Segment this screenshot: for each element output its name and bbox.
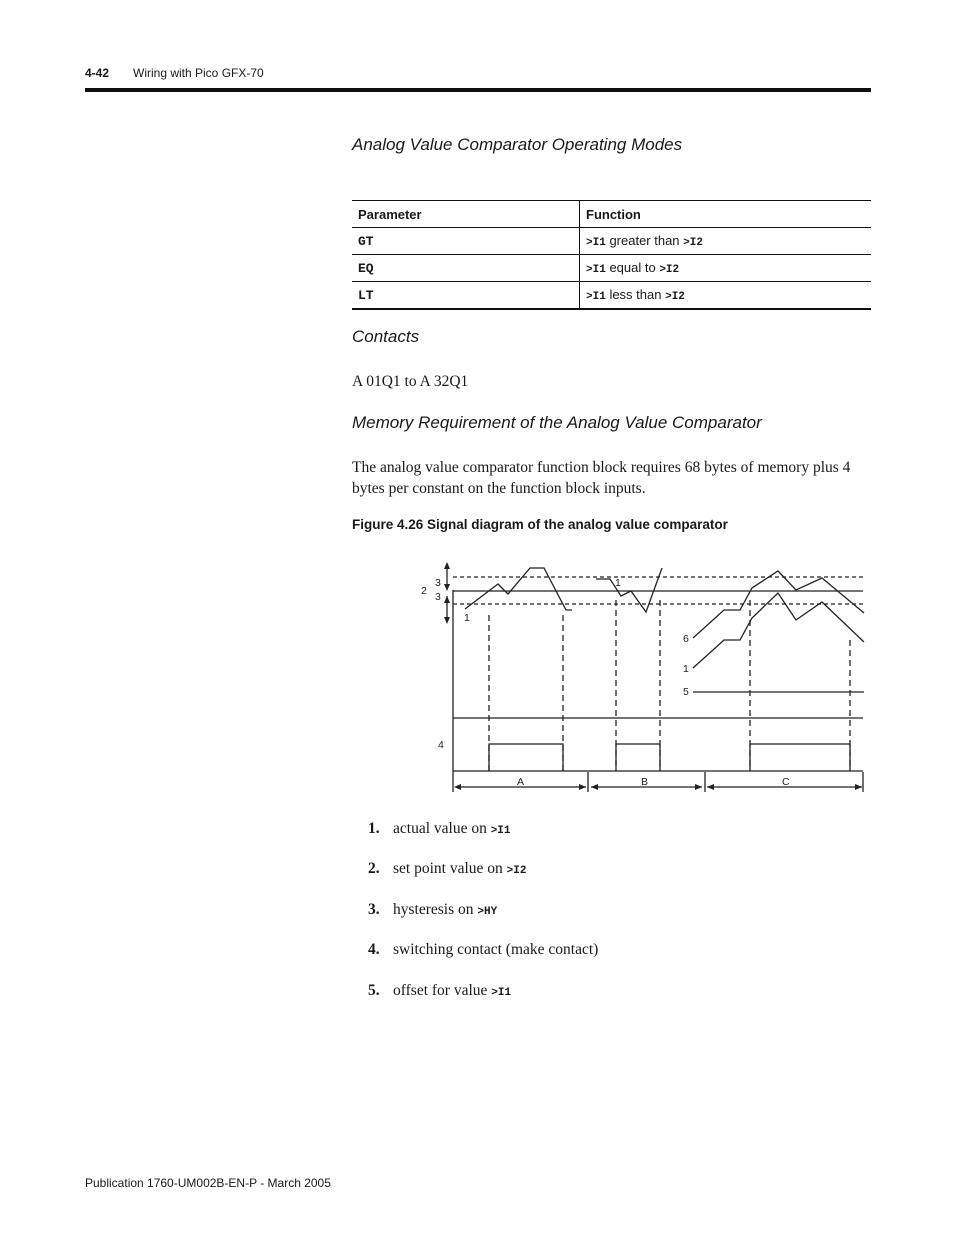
- label-hysteresis-top: 3: [435, 577, 441, 589]
- legend-item: [368, 860, 526, 878]
- legend-item: [368, 820, 511, 838]
- page-number: 4-42: [85, 66, 110, 80]
- publication-footer: Publication 1760-UM002B-EN-P - March 2005: [85, 1176, 331, 1190]
- legend-code: >I1: [491, 987, 512, 999]
- legend-text: set point value on: [393, 860, 507, 877]
- legend-number: 1.: [368, 820, 380, 837]
- label-offset: 5: [683, 686, 689, 698]
- legend-code: >I2: [506, 865, 527, 877]
- legend-code: >HY: [477, 906, 498, 918]
- legend-text: hysteresis on: [393, 901, 478, 918]
- contacts-text: A 01Q1 to A 32Q1: [352, 373, 469, 390]
- table-cell-function: [580, 255, 872, 282]
- legend-item: [368, 982, 511, 1000]
- arrowhead: [444, 584, 450, 591]
- section-heading-contacts: Contacts: [352, 327, 420, 346]
- label-actual-value: 1: [615, 577, 621, 589]
- table-cell-function: [580, 228, 872, 255]
- legend-text: switching contact (make contact): [393, 941, 599, 958]
- relation-text: less than: [609, 287, 662, 302]
- operand-a: >I1: [586, 291, 606, 303]
- arrowhead: [855, 784, 862, 790]
- legend-code: >I1: [490, 825, 511, 837]
- section-heading-operating-modes: Analog Value Comparator Operating Modes: [352, 135, 683, 154]
- arrowhead: [579, 784, 586, 790]
- table-cell-function: [580, 282, 872, 310]
- table-header-parameter: Parameter: [352, 201, 580, 228]
- label-range-c: C: [782, 776, 790, 788]
- section-heading-memory: Memory Requirement of the Analog Value Comparator: [352, 413, 762, 432]
- contact-pulse-b: [616, 744, 660, 771]
- label-range-a: A: [517, 776, 525, 788]
- relation-text: equal to: [609, 260, 656, 275]
- memory-paragraph: The analog value comparator function block requires 68 bytes of memory plus 4 bytes per constant on the function block inputs.: [352, 459, 851, 497]
- legend-number: 5.: [368, 982, 380, 999]
- operand-a: >I1: [586, 264, 606, 276]
- operating-modes-table: [352, 200, 871, 310]
- figure-caption: Figure 4.26 Signal diagram of the analog value comparator: [352, 517, 728, 532]
- table-row: [352, 255, 871, 282]
- label-range-b: B: [641, 776, 649, 788]
- table-header-function: Function: [580, 201, 872, 228]
- relation-text: greater than: [609, 233, 680, 248]
- arrowhead: [444, 596, 450, 603]
- arrowhead: [591, 784, 598, 790]
- contact-pulse-a: [489, 744, 563, 771]
- arrowhead: [444, 617, 450, 624]
- table-cell-parameter: LT: [352, 282, 580, 310]
- signal-diagram: [410, 560, 870, 805]
- label-hysteresis-bottom: 3: [435, 591, 441, 603]
- legend-text: actual value on: [393, 820, 491, 837]
- operand-b: >I2: [683, 237, 703, 249]
- label-offset-curve: 6: [683, 633, 689, 645]
- legend-item: [368, 901, 497, 919]
- operand-b: >I2: [659, 264, 680, 276]
- table-header-row: [352, 201, 871, 228]
- contact-pulse-c: [750, 744, 850, 771]
- table-cell-parameter: GT: [352, 228, 580, 255]
- header-rule: [85, 88, 871, 92]
- table-row: [352, 282, 871, 310]
- arrowhead: [707, 784, 714, 790]
- label-setpoint: 2: [421, 585, 427, 597]
- label-switching-contact: 4: [438, 739, 444, 751]
- label-actual-value: 1: [683, 663, 689, 675]
- running-header-title: Wiring with Pico GFX-70: [133, 66, 264, 80]
- legend-text: offset for value: [393, 982, 492, 999]
- legend-number: 3.: [368, 901, 380, 918]
- arrowhead: [695, 784, 702, 790]
- legend-number: 2.: [368, 860, 380, 877]
- arrowhead: [444, 562, 450, 569]
- table-cell-parameter: EQ: [352, 255, 580, 282]
- legend-number: 4.: [368, 941, 380, 958]
- label-actual-value: 1: [464, 612, 470, 624]
- operand-a: >I1: [586, 237, 606, 249]
- operand-b: >I2: [665, 291, 685, 303]
- actual-value-curve-b: [596, 568, 662, 612]
- legend-item: [368, 941, 598, 959]
- arrowhead: [454, 784, 461, 790]
- table-row: [352, 228, 871, 255]
